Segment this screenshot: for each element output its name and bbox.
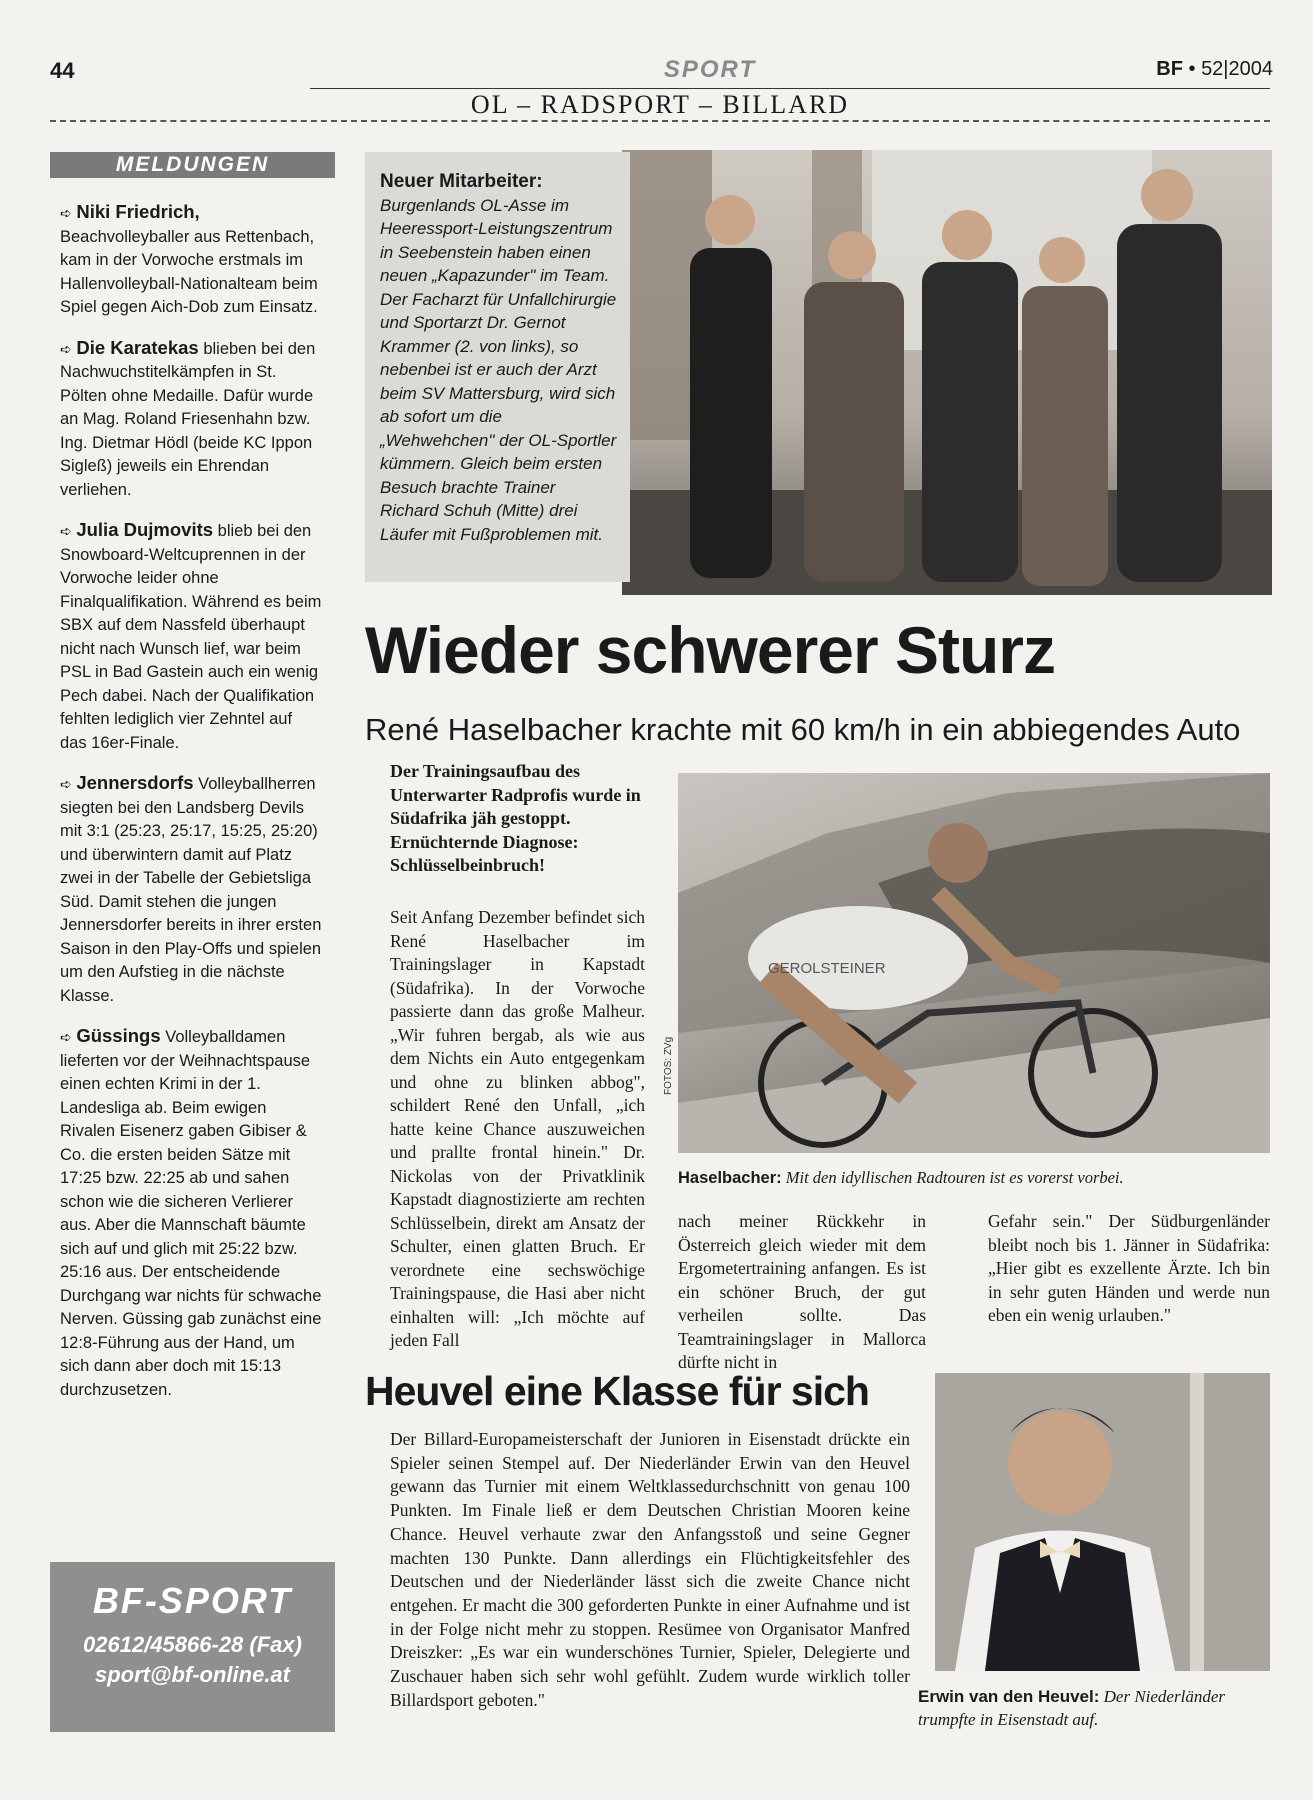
news-text: blieben bei den Nachwuchstitelkämpfen in St. Pölten ohne Medaille. Dafür wurde an Mag. Roland Friesenhahn bzw. Ing. Dietmar Hödl (beide KC Ippon Sigleß) jeweils ein Ehrendan verliehen.: [60, 339, 316, 499]
article-subhead: René Haselbacher krachte mit 60 km/h in ein abbiegendes Auto: [365, 712, 1241, 747]
publication-name: BF: [1156, 58, 1183, 80]
billiard-photo-caption: [918, 1685, 1278, 1731]
article-column-3: Gefahr sein." Der Südburgenländer bleibt noch bis 1. Jänner in Südafrika: „Hier gibt es exzellente Ärzte. Ich bin in sehr guten Händen und werde nun eben ein wenig urlauben.": [988, 1211, 1270, 1325]
news-item: [60, 771, 322, 1008]
arrow-icon: ➪: [60, 1029, 72, 1045]
cyclist-photo-illustration: [678, 773, 1270, 1153]
caption-text: Mit den idyllischen Radtouren ist es vorerst vorbei.: [785, 1168, 1124, 1187]
article2-headline: Heuvel eine Klasse für sich: [365, 1368, 869, 1414]
sidebar-news: [60, 200, 322, 1418]
article-headline: Wieder schwerer Sturz: [365, 613, 1055, 687]
article-column-1: Seit Anfang Dezember befindet sich René Haselbacher im Trainingslager in Kapstadt (Südafrika). In der Vorwoche passierte dann das große Malheur. „Wir fuhren bergab, als wie aus dem Nichts ein Auto entgegenkam und ohne zu blinken abbog", schildert René den Unfall, „ich hatte keine Chance auszuweichen und prallte frontal hinein." Dr. Nickolas von der Privatklinik Kapstadt diagnostizierte am rechten Schlüsselbein, direkt am Ansatz der Schulter, einen glatten Bruch. Er verordnete eine sechswöchige Trainingspause, die Hasi aber nicht einhalten will: „Ich möchte auf jeden Fall: [390, 907, 645, 1350]
section-title: SPORT: [663, 56, 757, 83]
jersey-text: GEROLSTEINER: [768, 960, 886, 977]
news-name: Niki Friedrich,: [76, 201, 200, 222]
news-item: [60, 200, 322, 320]
issue-info: BF • 52|2004: [1156, 58, 1273, 80]
contact-title: BF-SPORT: [92, 1580, 293, 1621]
news-name: Die Karatekas: [76, 336, 199, 358]
photo-credit: FOTOS: ZVg: [663, 1036, 674, 1095]
billiard-player-photo: [935, 1373, 1270, 1671]
subsection-title: OL – RADSPORT – BILLARD: [470, 90, 850, 119]
news-name: Julia Dujmovits: [76, 519, 214, 540]
news-text: Volleyballherren siegten bei den Landsberg Devils mit 3:1 (25:23, 25:17, 15:25, 25:20) und überwintern damit auf Platz zwei in der Tabelle der Gebietsliga Süd. Damit stehen die jungen Jennersdorfer bereits in ihrer ersten Saison in den Play-Offs und spielen um den Aufstieg in die nächste Klasse.: [60, 775, 322, 1005]
page-number: 44: [50, 58, 75, 83]
issue-number: 52|2004: [1201, 58, 1273, 80]
news-text: Volleyballdamen lieferten vor der Weihnachtspause einen echten Krimi in der 1. Landesliga ab. Beim ewigen Rivalen Eisenerz gaben Gibiser & Co. die ersten beiden Sätze mit 17:25 bzw. 22:25 ab und sahen schon wie die sicheren Verlierer aus. Aber die Mannschaft bäumte sich auf und glich mit 25:22 bzw. 25:16 aus. Der entscheidende Durchgang war nichts für schwache Nerven. Güssing gab zunächst eine 12:8-Führung aus der Hand, um sich dann aber doch mit 15:13 durchzusetzen.: [60, 1028, 322, 1399]
team-photo-caption: [365, 152, 630, 582]
caption-lead: Neuer Mitarbeiter:: [380, 171, 543, 192]
arrow-icon: ➪: [60, 340, 72, 357]
caption-text: Burgenlands OL-Asse im Heeressport-Leistungszentrum in Seebenstein haben einen neuen „Kapazunder" im Team. Der Facharzt für Unfallchirurgie und Sportarzt Dr. Gernot Krammer (2. von links), so nebenbei ist er auch der Arzt beim SV Mattersburg, wird sich ab sofort um die „Wehwehchen" der OL-Sportler kümmern. Gleich beim ersten Besuch brachte Trainer Richard Schuh (Mitte) drei Läufer mit Fußproblemen mit.: [380, 195, 617, 544]
article2-body: Der Billard-Europameisterschaft der Junioren in Eisenstadt drückte ein Spieler seinen Stempel auf. Der Niederländer Erwin van den Heuvel gewann das Turnier mit einem Weltklassedurchschnitt von genau 100 Punkten. Im Finale ließ er dem Deutschen Christian Mooren keine Chance. Heuvel verhaute zwar den Anfangsstoß und seine Gegner machten 130 Punkte. Dann allerdings ein Flüchtigkeitsfehler des Deutschen und der Niederländer lässt sich die zweite Chance nicht entgehen. Er macht die 300 geforderten Punkte in einer Aufnahme und ist in der Folge nicht mehr zu stoppen. Resümee von Organisator Manfred Dreiszker: „Es war ein wunderschönes Turnier, Spieler, Delegierte und Zuschauer haben sich sehr wohl gefühlt. Zudem wurde wirklich toller Billardsport geboten.": [390, 1429, 910, 1710]
arrow-icon: ➪: [60, 523, 72, 539]
team-photo-illustration: [622, 150, 1272, 595]
team-photo: [622, 150, 1272, 595]
billiard-player-illustration: [935, 1373, 1270, 1671]
news-text: blieb bei den Snowboard-Weltcuprennen in der Vorwoche leider ohne Finalqualifikation. Während es beim SBX auf dem Nassfeld überhaupt nicht nach Wunsch lief, war beim PSL in Bad Gastein auch ein wenig Pech dabei. Nach der Qualifikation fehlten lediglich vier Zehntel auf das 16er-Finale.: [60, 522, 322, 752]
news-item: [60, 518, 322, 755]
caption-lead: Erwin van den Heuvel:: [918, 1687, 1100, 1706]
news-text: Beachvolleyballer aus Rettenbach, kam in der Vorwoche erstmals im Hallenvolleyball-Nationalteam beim Spiel gegen Aich-Dob zum Einsatz.: [60, 227, 318, 316]
arrow-icon: ➪: [60, 205, 72, 221]
contact-box: [50, 1562, 335, 1732]
news-name: Jennersdorfs: [76, 772, 194, 793]
sidebar-title: MELDUNGEN: [50, 152, 335, 178]
contact-fax: 02612/45866-28 (Fax): [83, 1632, 302, 1657]
caption-text: Der Niederländer trumpfte in Eisenstadt auf.: [918, 1687, 1225, 1729]
caption-lead: Haselbacher:: [678, 1169, 782, 1187]
cyclist-photo: [678, 773, 1270, 1153]
contact-email: sport@bf-online.at: [95, 1662, 290, 1687]
article-lead: Der Trainingsaufbau des Unterwarter Radprofis wurde in Südafrika jäh gestoppt. Ernüchternde Diagnose: Schlüsselbeinbruch!: [390, 761, 641, 875]
news-item: [60, 336, 322, 503]
arrow-icon: ➪: [60, 776, 72, 792]
article-column-2: nach meiner Rückkehr in Österreich gleich wieder mit dem Ergometertraining anfangen. Es ist ein schöner Bruch, der gut verheilen sollte. Das Teamtrainingslager in Mallorca dürfte nicht in: [678, 1211, 926, 1372]
dashed-divider: [50, 120, 1270, 122]
cyclist-photo-caption: [678, 1168, 1278, 1188]
news-item: [60, 1024, 322, 1402]
news-name: Güssings: [76, 1025, 161, 1046]
header-rule: [310, 88, 1270, 89]
